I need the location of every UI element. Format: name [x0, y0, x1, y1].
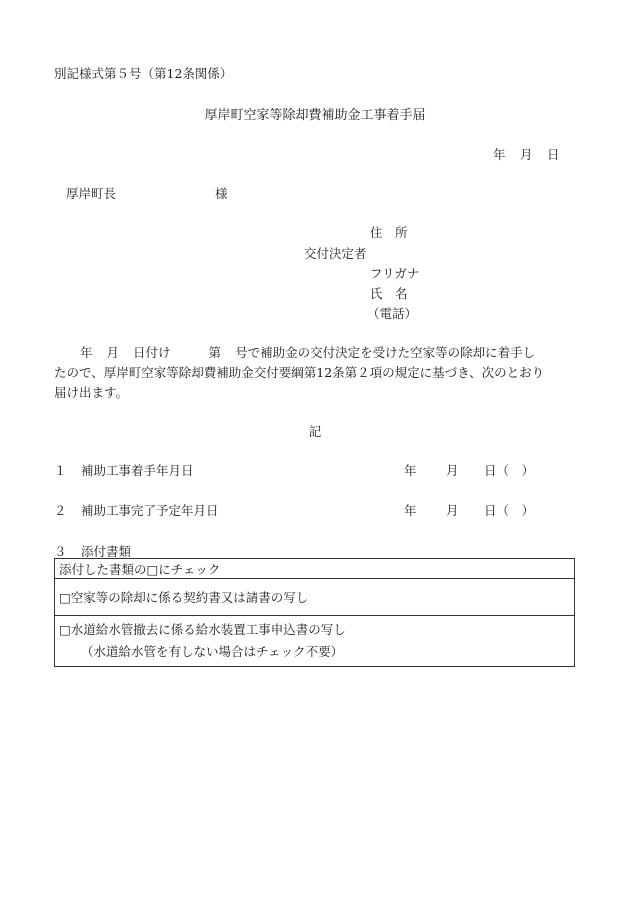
body-number-prefix: 第 — [208, 345, 222, 360]
phone-label: （電話） — [367, 306, 418, 321]
table-row — [55, 616, 575, 667]
date-month-label: 月 — [520, 147, 533, 162]
document-title: 厚岸町空家等除却費補助金工事着手届 — [204, 108, 426, 123]
address-label: 住 所 — [370, 225, 408, 240]
attachment-water-pipe-checkbox[interactable]: □水道給水管撤去に係る給水装置工事申込書の写し — [59, 622, 346, 637]
submission-date — [493, 145, 560, 163]
body-line-1-rest: 号で補助金の交付決定を受けた空家等の除却に着手し — [235, 345, 536, 360]
body-paragraph — [54, 343, 576, 403]
body-date-day: 日付け — [133, 345, 171, 360]
body-date-year: 年 — [80, 345, 93, 360]
attachment-water-pipe-note: （水道給水管を有しない場合はチェック不要） — [81, 644, 344, 659]
addressee-name: 厚岸町長 — [66, 186, 117, 201]
attachments-header: 添付した書類の□にチェック — [55, 559, 575, 579]
item-label: 添付書類 — [81, 544, 132, 559]
item-year: 年 — [404, 463, 417, 478]
furigana-label: フリガナ — [370, 266, 420, 281]
body-date-month: 月 — [106, 345, 120, 360]
item-day: 日（ ） — [484, 503, 535, 518]
item-date-fields — [404, 501, 534, 519]
date-day-label: 日 — [547, 147, 560, 162]
item-day: 日（ ） — [484, 463, 535, 478]
table-row — [55, 579, 575, 616]
item-label: 補助工事着手年月日 — [81, 463, 194, 478]
attachment-contract-checkbox[interactable]: □空家等の除却に係る契約書又は請書の写し — [55, 579, 575, 616]
item-number: １ — [54, 463, 67, 478]
attachments-table — [54, 558, 575, 667]
item-year: 年 — [404, 503, 417, 518]
name-label: 氏 名 — [370, 286, 408, 301]
item-number: ３ — [54, 544, 67, 559]
attachment-water-pipe-cell — [55, 616, 575, 667]
item-number: ２ — [54, 503, 67, 518]
item-completion-date — [54, 501, 535, 519]
body-line-2: たので、厚岸町空家等除却費補助金交付要綱第12条第２項の規定に基づき、次のとおり — [54, 365, 545, 380]
applicant-label: 交付決定者 — [304, 246, 367, 261]
date-year-label: 年 — [493, 147, 506, 162]
ki-heading: 記 — [308, 424, 322, 439]
item-month: 月 — [446, 463, 459, 478]
body-line-1 — [54, 343, 576, 363]
item-month: 月 — [446, 503, 459, 518]
body-line-3: 届け出ます。 — [54, 385, 129, 400]
addressee — [66, 184, 228, 202]
addressee-honorific: 様 — [215, 186, 228, 201]
item-date-fields — [404, 461, 534, 479]
form-number: 別記様式第５号（第12条関係） — [54, 66, 233, 81]
item-start-date — [54, 461, 535, 479]
table-row — [55, 559, 575, 579]
item-label: 補助工事完了予定年月日 — [81, 503, 219, 518]
